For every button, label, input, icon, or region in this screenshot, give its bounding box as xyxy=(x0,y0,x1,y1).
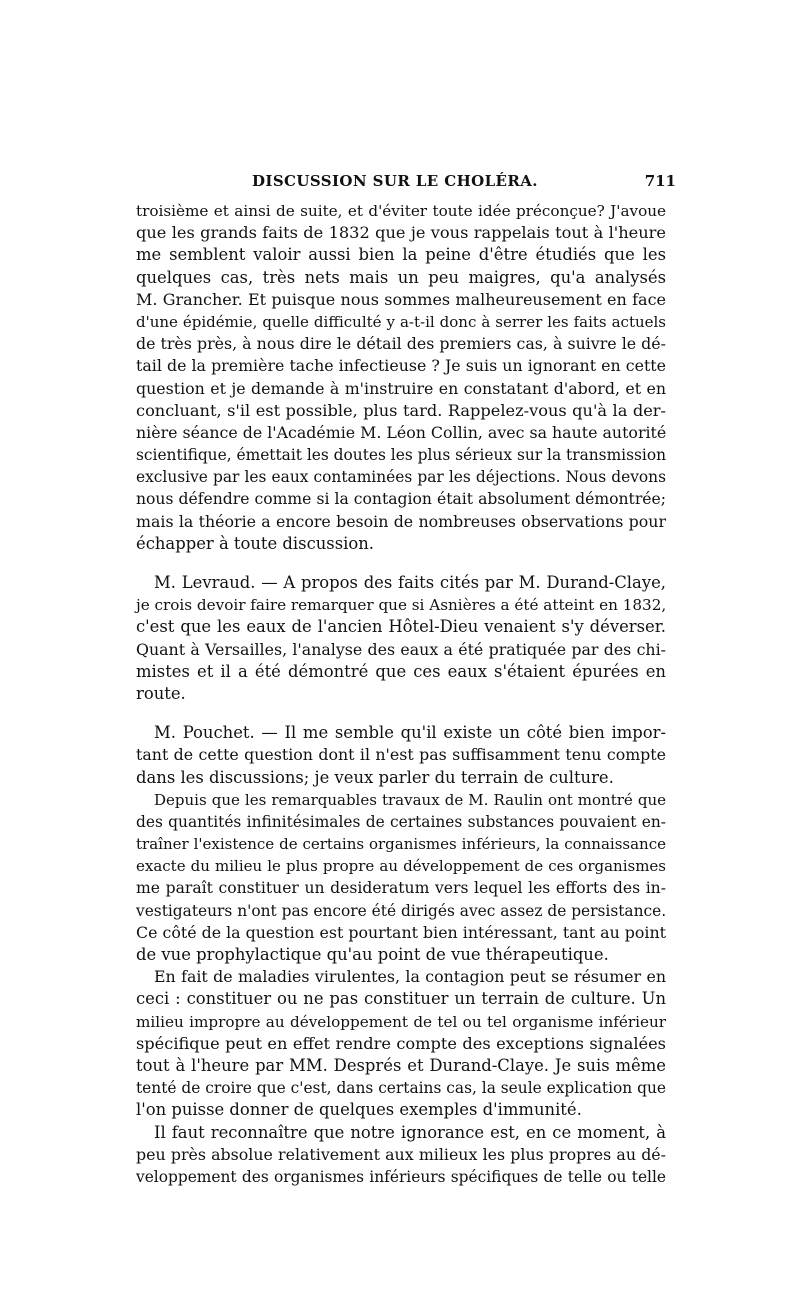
text-line: traîner l'existence de certains organismes inférieurs, la connaissance xyxy=(136,835,666,854)
running-head xyxy=(118,172,676,196)
text-line: route. xyxy=(136,683,186,703)
text-line: peu près absolue relativement aux milieux les plus propres au dé- xyxy=(136,1144,666,1164)
text-line: spécifique peut en effet rendre compte des exceptions signalées xyxy=(136,1033,666,1053)
text-line: ceci : constituer ou ne pas constituer un terrain de culture. Un xyxy=(136,989,666,1009)
text-line: tout à l'heure par MM. Després et Durand-Claye. Je suis même xyxy=(136,1055,666,1075)
text-line: exacte du milieu le plus propre au développement de ces organismes xyxy=(136,857,666,876)
paragraph-spacer xyxy=(136,555,666,572)
text-line: tant de cette question dont il n'est pas suffisamment tenu compte xyxy=(136,745,666,765)
text-line: vestigateurs n'ont pas encore été dirigés avec assez de persistance. xyxy=(136,901,667,920)
text-line: M. Pouchet. — Il me semble qu'il existe un côté bien impor- xyxy=(154,723,666,743)
text-line: troisième et ainsi de suite, et d'éviter toute idée préconçue? J'avoue xyxy=(136,202,666,220)
page-number: 711 xyxy=(644,172,676,190)
paragraph-pouchet xyxy=(136,722,666,1188)
text-line: échapper à toute discussion. xyxy=(136,533,375,553)
text-line: quelques cas, très nets mais un peu maigres, qu'a analysés xyxy=(136,267,666,287)
text-line: scientifique, émettait les doutes les plus sérieux sur la transmission xyxy=(136,446,666,465)
text-line: M. Grancher. Et puisque nous sommes malheureusement en face xyxy=(136,289,666,309)
text-line: que les grands faits de 1832 que je vous rappelais tout à l'heure xyxy=(136,223,666,243)
text-line: c'est que les eaux de l'ancien Hôtel-Dieu venaient s'y déverser. xyxy=(136,617,666,637)
text-line: je crois devoir faire remarquer que si Asnières a été atteint en 1832, xyxy=(136,596,667,615)
paragraph-continuation xyxy=(136,200,666,555)
text-line: milieu impropre au développement de tel ou tel organisme inférieur xyxy=(136,1012,666,1031)
text-line: d'une épidémie, quelle difficulté y a-t-il donc à serrer les faits actuels xyxy=(136,312,666,331)
text-line: tail de la première tache infectieuse ? Je suis un ignorant en cette xyxy=(136,356,666,376)
text-line: question et je demande à m'instruire en constatant d'abord, et en xyxy=(136,378,666,398)
text-line: me semblent valoir aussi bien la peine d'être étudiés que les xyxy=(136,245,666,265)
text-line: veloppement des organismes inférieurs spécifiques de telle ou telle xyxy=(136,1167,666,1186)
text-line: de très près, à nous dire le détail des premiers cas, à suivre le dé- xyxy=(136,334,666,354)
text-line: M. Levraud. — A propos des faits cités par M. Durand-Claye, xyxy=(154,573,666,592)
running-title: DISCUSSION SUR LE CHOLÉRA. xyxy=(252,172,538,190)
text-line: Il faut reconnaître que notre ignorance est, en ce moment, à xyxy=(154,1122,666,1142)
text-line: nous défendre comme si la contagion était absolument démontrée; xyxy=(136,490,666,509)
text-line: de vue prophylactique qu'au point de vue thérapeutique. xyxy=(136,945,609,964)
text-line: En fait de maladies virulentes, la contagion peut se résumer en xyxy=(154,967,666,987)
text-line: des quantités infinitésimales de certaines substances pouvaient en- xyxy=(136,812,666,831)
body-text xyxy=(136,200,666,1188)
text-line: nière séance de l'Académie M. Léon Collin, avec sa haute autorité xyxy=(136,422,667,442)
text-line: tenté de croire que c'est, dans certains cas, la seule explication que xyxy=(136,1079,666,1098)
text-line: Quant à Versailles, l'analyse des eaux a été pratiquée par des chi- xyxy=(136,639,666,659)
paragraph-spacer xyxy=(136,705,666,722)
text-line: mistes et il a été démontré que ces eaux s'étaient épurées en xyxy=(136,661,666,681)
text-line: Ce côté de la question est pourtant bien intéressant, tant au point xyxy=(136,922,666,942)
paragraph-levraud xyxy=(136,572,666,705)
text-line: Depuis que les remarquables travaux de M. Raulin ont montré que xyxy=(154,790,666,809)
text-line: concluant, s'il est possible, plus tard. Rappelez-vous qu'à la der- xyxy=(136,400,666,420)
text-line: l'on puisse donner de quelques exemples d'immunité. xyxy=(136,1100,582,1120)
text-line: dans les discussions; je veux parler du terrain de culture. xyxy=(136,767,614,787)
text-line: exclusive par les eaux contaminées par les déjections. Nous devons xyxy=(136,468,666,487)
text-line: me paraît constituer un desideratum vers lequel les efforts des in- xyxy=(136,879,666,898)
text-line: mais la théorie a encore besoin de nombreuses observations pour xyxy=(136,511,666,531)
